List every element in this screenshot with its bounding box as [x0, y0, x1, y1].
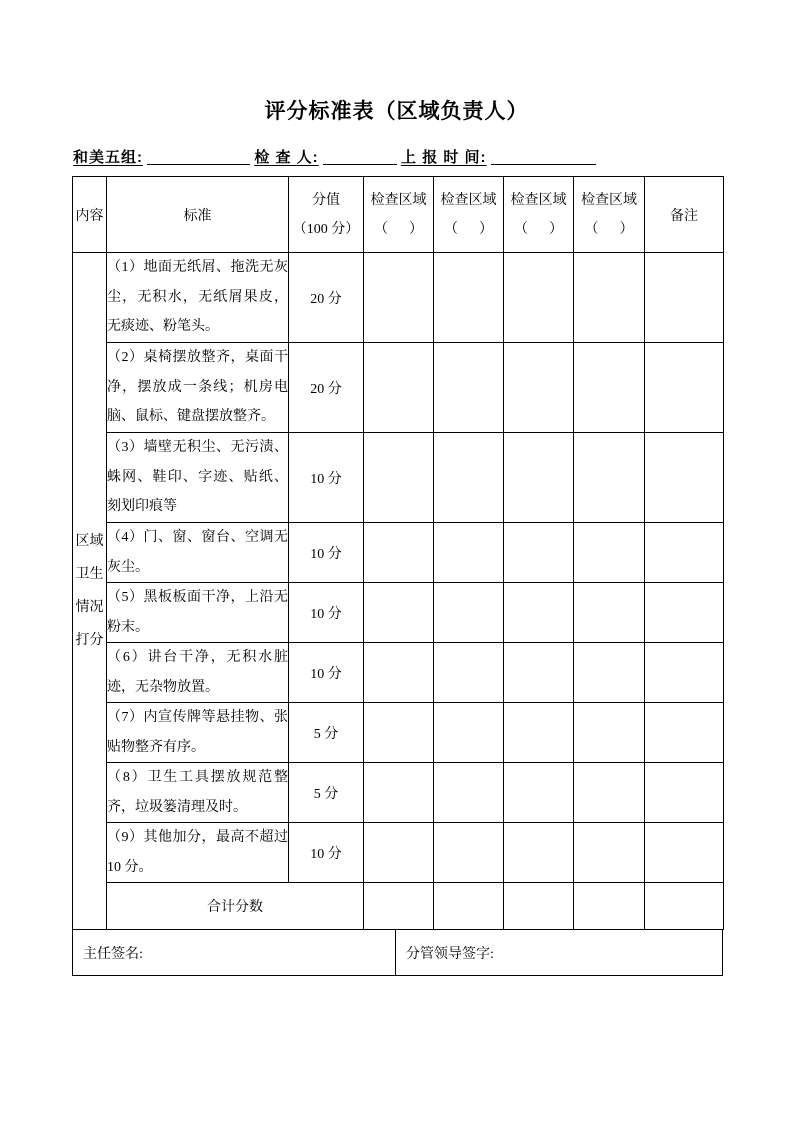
check-score-cell[interactable]: [364, 703, 434, 763]
inspector-label: 检 查 人:: [254, 149, 319, 166]
check-area-paren: （ ）: [374, 221, 423, 237]
content-category-label: 区域卫生情况打分: [75, 534, 104, 648]
table-row-5: [73, 583, 724, 643]
header-score-line1: 分值: [312, 192, 340, 208]
check-score-cell[interactable]: [574, 763, 645, 823]
check-score-cell[interactable]: [434, 343, 504, 433]
standard-cell: （3）墙壁无积尘、无污渍、蛛网、鞋印、字迹、贴纸、刻划印痕等: [107, 433, 289, 523]
check-score-cell[interactable]: [504, 433, 574, 523]
score-cell: 10 分: [289, 523, 364, 583]
standard-cell: （6）讲台干净，无积水脏迹，无杂物放置。: [107, 643, 289, 703]
check-score-cell[interactable]: [364, 523, 434, 583]
check-score-cell[interactable]: [504, 343, 574, 433]
header-check-area-1: [364, 177, 434, 253]
check-score-cell[interactable]: [434, 703, 504, 763]
leader-signature-cell[interactable]: [396, 930, 722, 975]
check-score-cell[interactable]: [434, 583, 504, 643]
check-score-cell[interactable]: [574, 253, 645, 343]
check-score-cell[interactable]: [434, 643, 504, 703]
check-score-cell[interactable]: [364, 433, 434, 523]
standard-cell: （2）桌椅摆放整齐，桌面干净，摆放成一条线；机房电脑、鼠标、键盘摆放整齐。: [107, 343, 289, 433]
check-score-cell[interactable]: [504, 643, 574, 703]
group-label: 和美五组:: [73, 149, 143, 166]
score-cell: 10 分: [289, 823, 364, 883]
standard-cell: （5）黑板板面干净，上沿无粉末。: [107, 583, 289, 643]
inspector-blank-field[interactable]: [323, 151, 397, 165]
remark-cell[interactable]: [645, 343, 724, 433]
header-row: [73, 177, 724, 253]
check-score-cell[interactable]: [574, 433, 645, 523]
check-score-cell[interactable]: [434, 823, 504, 883]
check-score-cell[interactable]: [364, 343, 434, 433]
remark-cell[interactable]: [645, 253, 724, 343]
check-score-cell[interactable]: [574, 583, 645, 643]
standard-cell: （4）门、窗、窗台、空调无灰尘。: [107, 523, 289, 583]
check-score-cell[interactable]: [574, 703, 645, 763]
check-area-paren: （ ）: [584, 221, 634, 237]
check-score-cell[interactable]: [434, 433, 504, 523]
header-remark: 备注: [645, 177, 724, 253]
check-score-cell[interactable]: [504, 703, 574, 763]
check-score-cell[interactable]: [574, 343, 645, 433]
table-row-6: [73, 643, 724, 703]
total-score-label-cell: 合计分数: [107, 883, 364, 930]
remark-cell[interactable]: [645, 583, 724, 643]
table-row-2: [73, 343, 724, 433]
header-content: 内容: [73, 177, 107, 253]
table-row-1: [73, 253, 724, 343]
standard-cell: （9）其他加分，最高不超过 10 分。: [107, 823, 289, 883]
total-remark-cell[interactable]: [645, 883, 724, 930]
report-time-label: 上 报 时 间:: [401, 149, 487, 166]
scoring-table: [72, 176, 724, 930]
check-area-label: 检查区域: [440, 192, 497, 208]
check-area-paren: （ ）: [444, 221, 493, 237]
check-area-label: 检查区域: [510, 192, 567, 208]
check-score-cell[interactable]: [434, 523, 504, 583]
table-row-8: [73, 763, 724, 823]
score-cell: 10 分: [289, 433, 364, 523]
remark-cell[interactable]: [645, 703, 724, 763]
header-check-area-4: [574, 177, 645, 253]
check-score-cell[interactable]: [504, 523, 574, 583]
signature-row: [72, 930, 723, 976]
header-score: [289, 177, 364, 253]
check-score-cell[interactable]: [364, 583, 434, 643]
director-signature-label: 主任签名:: [83, 946, 143, 962]
standard-cell: （8）卫生工具摆放规范整齐，垃圾篓清理及时。: [107, 763, 289, 823]
remark-cell[interactable]: [645, 643, 724, 703]
check-score-cell[interactable]: [574, 823, 645, 883]
page-title: 评分标准表（区域负责人）: [264, 100, 529, 123]
total-check-score-cell[interactable]: [364, 883, 434, 930]
check-score-cell[interactable]: [574, 643, 645, 703]
leader-signature-label: 分管领导签字:: [406, 946, 494, 962]
remark-cell[interactable]: [645, 433, 724, 523]
check-score-cell[interactable]: [504, 823, 574, 883]
standard-cell: （1）地面无纸屑、拖洗无灰尘，无积水，无纸屑果皮，无痰迹、粉笔头。: [107, 253, 289, 343]
table-row-3: [73, 433, 724, 523]
report-time-blank-field[interactable]: [491, 151, 596, 165]
total-row: [73, 883, 724, 930]
header-score-line2: （100 分）: [292, 221, 360, 237]
check-score-cell[interactable]: [504, 583, 574, 643]
remark-cell[interactable]: [645, 763, 724, 823]
header-check-area-2: [434, 177, 504, 253]
score-cell: 20 分: [289, 253, 364, 343]
check-score-cell[interactable]: [364, 253, 434, 343]
check-score-cell[interactable]: [364, 823, 434, 883]
remark-cell[interactable]: [645, 523, 724, 583]
content-category-cell: [73, 253, 107, 930]
table-row-7: [73, 703, 724, 763]
standard-cell: （7）内宣传牌等悬挂物、张贴物整齐有序。: [107, 703, 289, 763]
remark-cell[interactable]: [645, 823, 724, 883]
table-row-9: [73, 823, 724, 883]
check-score-cell[interactable]: [504, 253, 574, 343]
score-cell: 10 分: [289, 643, 364, 703]
table-row-4: [73, 523, 724, 583]
director-signature-cell[interactable]: [73, 930, 396, 975]
total-check-score-cell[interactable]: [434, 883, 504, 930]
total-check-score-cell[interactable]: [574, 883, 645, 930]
meta-line: [73, 146, 793, 168]
check-score-cell[interactable]: [364, 643, 434, 703]
check-score-cell[interactable]: [574, 523, 645, 583]
score-cell: 5 分: [289, 763, 364, 823]
check-score-cell[interactable]: [434, 763, 504, 823]
total-check-score-cell[interactable]: [504, 883, 574, 930]
score-cell: 5 分: [289, 703, 364, 763]
header-standard: 标准: [107, 177, 289, 253]
check-score-cell[interactable]: [434, 253, 504, 343]
check-score-cell[interactable]: [364, 763, 434, 823]
check-score-cell[interactable]: [504, 763, 574, 823]
group-blank-field[interactable]: [147, 151, 250, 165]
check-area-label: 检查区域: [581, 192, 637, 208]
score-cell: 20 分: [289, 343, 364, 433]
check-area-paren: （ ）: [514, 221, 563, 237]
check-area-label: 检查区域: [370, 192, 427, 208]
score-cell: 10 分: [289, 583, 364, 643]
header-check-area-3: [504, 177, 574, 253]
